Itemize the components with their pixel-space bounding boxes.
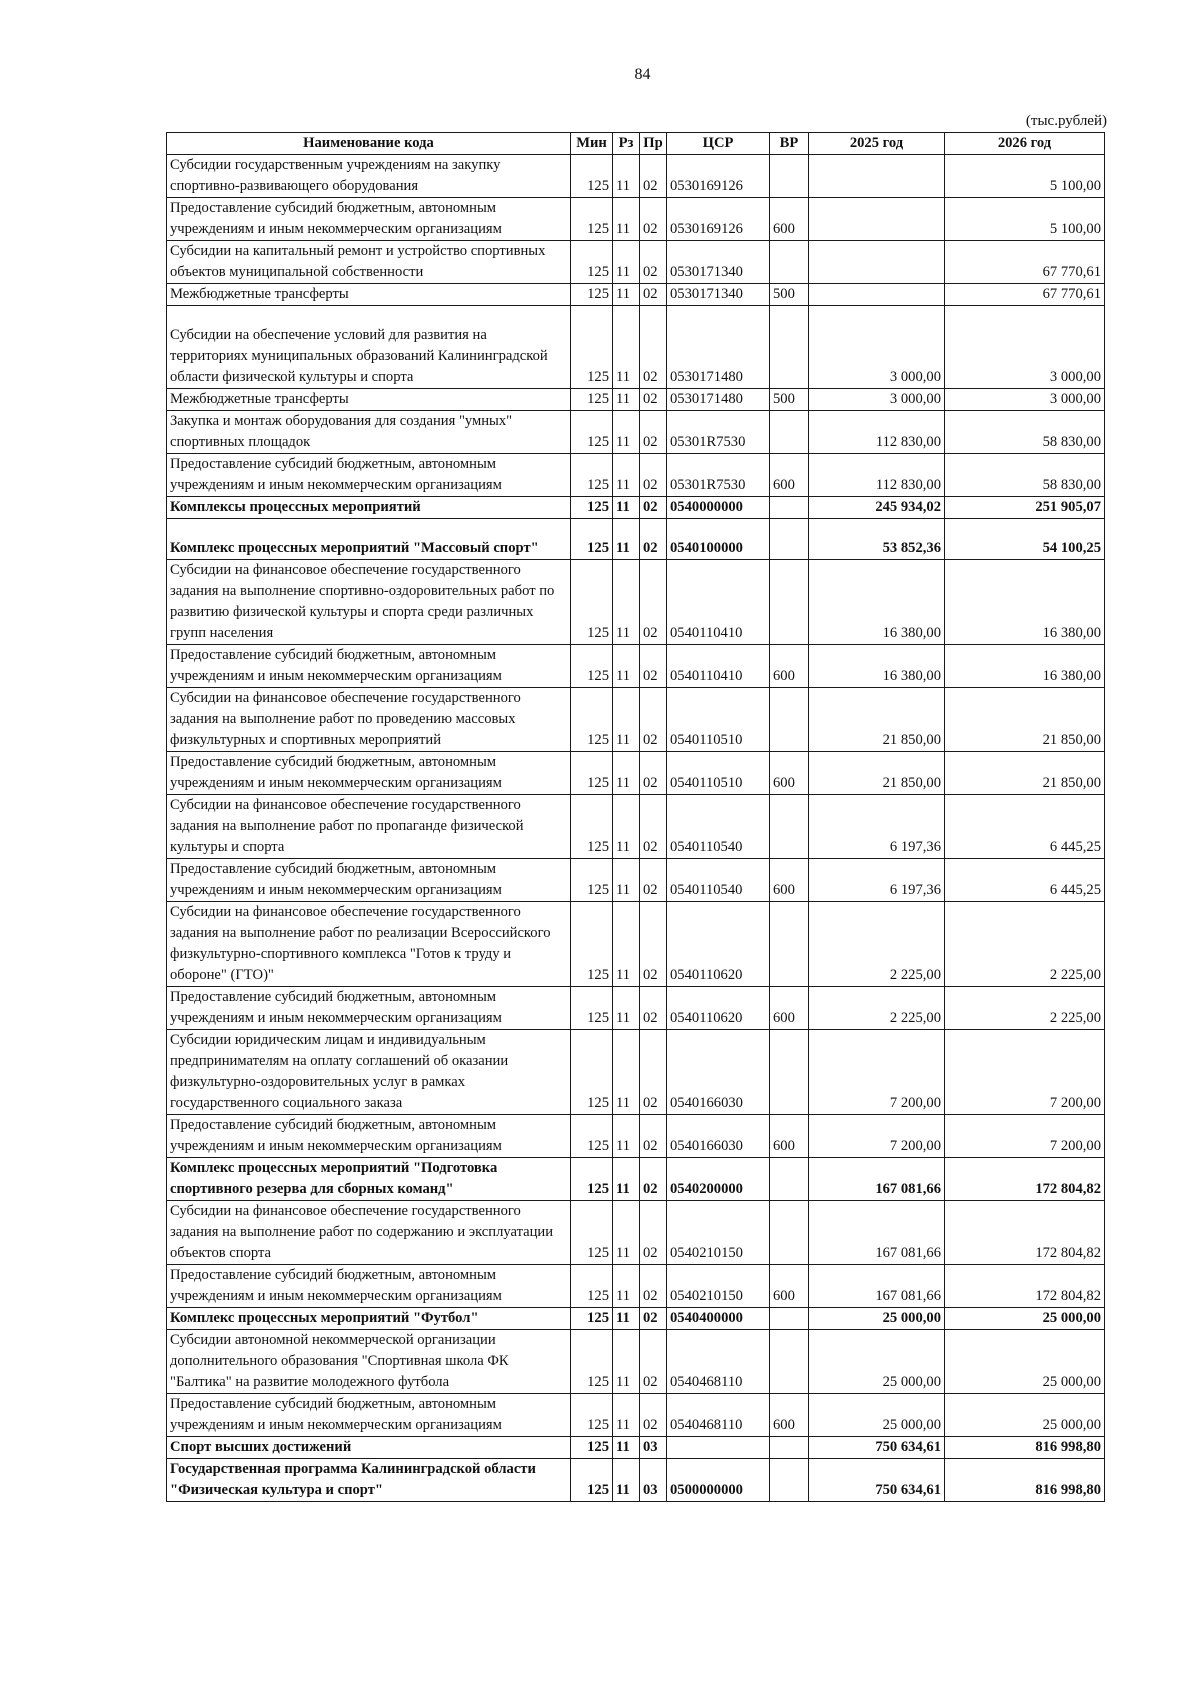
row-vr-cell — [770, 795, 809, 859]
row-2025-cell — [809, 198, 945, 241]
row-csr-cell: 0530171340 — [667, 284, 770, 306]
row-vr-cell: 600 — [770, 1115, 809, 1158]
row-2025-cell: 750 634,61 — [809, 1459, 945, 1502]
row-pr-cell: 02 — [640, 987, 667, 1030]
row-min-cell: 125 — [571, 198, 613, 241]
row-pr-cell: 02 — [640, 496, 667, 518]
row-2026-cell: 6 445,25 — [945, 859, 1105, 902]
row-2026-cell: 16 380,00 — [945, 645, 1105, 688]
row-pr-cell: 02 — [640, 859, 667, 902]
row-csr-cell: 0530171480 — [667, 306, 770, 389]
row-min-cell: 125 — [571, 1437, 613, 1459]
row-rz-cell: 11 — [613, 1437, 640, 1459]
page-number: 84 — [634, 66, 651, 83]
row-2025-cell — [809, 284, 945, 306]
row-rz-cell: 11 — [613, 902, 640, 987]
row-2025-cell: 21 850,00 — [809, 688, 945, 752]
row-csr-cell: 0540210150 — [667, 1201, 770, 1265]
row-rz-cell: 11 — [613, 688, 640, 752]
row-2025-cell — [809, 241, 945, 284]
column-header: ЦСР — [667, 133, 770, 155]
row-2026-cell: 172 804,82 — [945, 1158, 1105, 1201]
table-row — [167, 284, 1105, 306]
row-pr-cell: 02 — [640, 645, 667, 688]
row-rz-cell: 11 — [613, 155, 640, 198]
row-csr-cell: 0540110620 — [667, 987, 770, 1030]
row-rz-cell: 11 — [613, 453, 640, 496]
table-row — [167, 306, 1105, 389]
table-row — [167, 795, 1105, 859]
table-row — [167, 752, 1105, 795]
row-pr-cell: 02 — [640, 1201, 667, 1265]
row-rz-cell: 11 — [613, 987, 640, 1030]
row-2025-cell: 167 081,66 — [809, 1201, 945, 1265]
row-rz-cell: 11 — [613, 645, 640, 688]
row-csr-cell: 05301R7530 — [667, 453, 770, 496]
row-2025-cell — [809, 155, 945, 198]
row-name-cell: Предоставление субсидий бюджетным, автономным учреждениям и иным некоммерческим организациям — [167, 645, 571, 688]
row-csr-cell: 0530171340 — [667, 241, 770, 284]
row-min-cell: 125 — [571, 1201, 613, 1265]
row-csr-cell: 0540166030 — [667, 1030, 770, 1115]
row-pr-cell: 02 — [640, 284, 667, 306]
row-name-cell: Предоставление субсидий бюджетным, автономным учреждениям и иным некоммерческим организациям — [167, 1265, 571, 1308]
column-header: Пр — [640, 133, 667, 155]
row-vr-cell: 600 — [770, 645, 809, 688]
row-csr-cell: 0540166030 — [667, 1115, 770, 1158]
row-2026-cell: 816 998,80 — [945, 1459, 1105, 1502]
row-rz-cell: 11 — [613, 795, 640, 859]
row-pr-cell: 02 — [640, 688, 667, 752]
row-csr-cell: 0540110620 — [667, 902, 770, 987]
row-rz-cell: 11 — [613, 752, 640, 795]
row-vr-cell: 600 — [770, 1394, 809, 1437]
row-vr-cell: 600 — [770, 752, 809, 795]
row-min-cell: 125 — [571, 859, 613, 902]
row-vr-cell — [770, 410, 809, 453]
row-csr-cell: 0540110540 — [667, 795, 770, 859]
row-pr-cell: 02 — [640, 306, 667, 389]
row-min-cell: 125 — [571, 241, 613, 284]
row-csr-cell: 05301R7530 — [667, 410, 770, 453]
row-rz-cell: 11 — [613, 284, 640, 306]
row-name-cell: Субсидии на финансовое обеспечение государственного задания на выполнение спортивно-оздоровительных работ по развитию физической культуры и спорта среди различных групп населения — [167, 560, 571, 645]
row-min-cell: 125 — [571, 688, 613, 752]
row-min-cell: 125 — [571, 752, 613, 795]
row-2026-cell: 7 200,00 — [945, 1030, 1105, 1115]
row-2026-cell: 2 225,00 — [945, 902, 1105, 987]
row-pr-cell: 02 — [640, 1030, 667, 1115]
row-pr-cell: 02 — [640, 1115, 667, 1158]
row-name-cell: Предоставление субсидий бюджетным, автономным учреждениям и иным некоммерческим организациям — [167, 1115, 571, 1158]
row-name-cell: Субсидии на финансовое обеспечение государственного задания на выполнение работ по реализации Всероссийского физкультурно-спортивного комплекса "Готов к труду и обороне" (ГТО)" — [167, 902, 571, 987]
row-vr-cell — [770, 688, 809, 752]
row-min-cell: 125 — [571, 1115, 613, 1158]
row-2025-cell: 750 634,61 — [809, 1437, 945, 1459]
table-row — [167, 1330, 1105, 1394]
table-body — [167, 155, 1105, 1502]
units-label: (тыс.рублей) — [1025, 113, 1107, 129]
row-vr-cell — [770, 155, 809, 198]
row-name-cell: Предоставление субсидий бюджетным, автономным учреждениям и иным некоммерческим организациям — [167, 752, 571, 795]
row-min-cell: 125 — [571, 453, 613, 496]
row-csr-cell: 0530171480 — [667, 388, 770, 410]
row-name-cell: Комплекс процессных мероприятий "Футбол" — [167, 1308, 571, 1330]
row-2025-cell: 167 081,66 — [809, 1265, 945, 1308]
row-vr-cell: 600 — [770, 1265, 809, 1308]
row-min-cell: 125 — [571, 645, 613, 688]
table-row — [167, 241, 1105, 284]
row-vr-cell — [770, 241, 809, 284]
column-header: 2026 год — [945, 133, 1105, 155]
row-2025-cell: 3 000,00 — [809, 306, 945, 389]
row-2025-cell: 2 225,00 — [809, 902, 945, 987]
row-2025-cell: 7 200,00 — [809, 1030, 945, 1115]
table-row — [167, 1265, 1105, 1308]
row-2026-cell: 172 804,82 — [945, 1201, 1105, 1265]
row-vr-cell: 600 — [770, 859, 809, 902]
row-2025-cell: 112 830,00 — [809, 410, 945, 453]
table-row — [167, 1115, 1105, 1158]
row-pr-cell: 02 — [640, 1394, 667, 1437]
row-rz-cell: 11 — [613, 1158, 640, 1201]
table-row — [167, 902, 1105, 987]
table-row — [167, 1459, 1105, 1502]
row-pr-cell: 02 — [640, 1308, 667, 1330]
row-2026-cell: 3 000,00 — [945, 388, 1105, 410]
row-vr-cell — [770, 560, 809, 645]
row-rz-cell: 11 — [613, 496, 640, 518]
row-min-cell: 125 — [571, 518, 613, 560]
row-pr-cell: 02 — [640, 752, 667, 795]
row-2025-cell: 16 380,00 — [809, 645, 945, 688]
row-2026-cell: 16 380,00 — [945, 560, 1105, 645]
row-vr-cell — [770, 902, 809, 987]
row-2025-cell: 112 830,00 — [809, 453, 945, 496]
row-2026-cell: 25 000,00 — [945, 1394, 1105, 1437]
row-vr-cell — [770, 1437, 809, 1459]
row-vr-cell — [770, 1201, 809, 1265]
row-2026-cell: 21 850,00 — [945, 688, 1105, 752]
row-name-cell: Предоставление субсидий бюджетным, автономным учреждениям и иным некоммерческим организациям — [167, 198, 571, 241]
row-csr-cell: 0540100000 — [667, 518, 770, 560]
row-2025-cell: 7 200,00 — [809, 1115, 945, 1158]
table-row — [167, 410, 1105, 453]
row-name-cell: Комплекс процессных мероприятий "Массовый спорт" — [167, 518, 571, 560]
row-2026-cell: 5 100,00 — [945, 155, 1105, 198]
row-name-cell: Субсидии юридическим лицам и индивидуальным предпринимателям на оплату соглашений об оказании физкультурно-оздоровительных услуг в рамках государственного социального заказа — [167, 1030, 571, 1115]
row-rz-cell: 11 — [613, 410, 640, 453]
row-rz-cell: 11 — [613, 518, 640, 560]
row-min-cell: 125 — [571, 284, 613, 306]
row-2026-cell: 67 770,61 — [945, 284, 1105, 306]
row-name-cell: Субсидии автономной некоммерческой организации дополнительного образования "Спортивная школа ФК "Балтика" на развитие молодежного футбола — [167, 1330, 571, 1394]
row-rz-cell: 11 — [613, 859, 640, 902]
row-vr-cell — [770, 1330, 809, 1394]
row-csr-cell: 0540110510 — [667, 752, 770, 795]
row-2026-cell: 5 100,00 — [945, 198, 1105, 241]
row-csr-cell: 0530169126 — [667, 198, 770, 241]
row-2026-cell: 58 830,00 — [945, 410, 1105, 453]
row-rz-cell: 11 — [613, 1030, 640, 1115]
table-row — [167, 1308, 1105, 1330]
row-min-cell: 125 — [571, 388, 613, 410]
row-min-cell: 125 — [571, 1394, 613, 1437]
row-pr-cell: 02 — [640, 1330, 667, 1394]
row-min-cell: 125 — [571, 560, 613, 645]
row-name-cell: Комплекс процессных мероприятий "Подготовка спортивного резерва для сборных команд" — [167, 1158, 571, 1201]
column-header: 2025 год — [809, 133, 945, 155]
row-name-cell: Субсидии государственным учреждениям на закупку спортивно-развивающего оборудования — [167, 155, 571, 198]
row-rz-cell: 11 — [613, 198, 640, 241]
table-row — [167, 1158, 1105, 1201]
row-pr-cell: 02 — [640, 453, 667, 496]
row-pr-cell: 02 — [640, 388, 667, 410]
table-row — [167, 518, 1105, 560]
row-2026-cell: 67 770,61 — [945, 241, 1105, 284]
row-2026-cell: 25 000,00 — [945, 1308, 1105, 1330]
table-row — [167, 645, 1105, 688]
row-pr-cell: 02 — [640, 795, 667, 859]
table-row — [167, 1030, 1105, 1115]
row-min-cell: 125 — [571, 1265, 613, 1308]
row-name-cell: Спорт высших достижений — [167, 1437, 571, 1459]
row-rz-cell: 11 — [613, 1330, 640, 1394]
row-2026-cell: 251 905,07 — [945, 496, 1105, 518]
table-row — [167, 388, 1105, 410]
row-csr-cell: 0540468110 — [667, 1330, 770, 1394]
column-header: Мин — [571, 133, 613, 155]
row-vr-cell — [770, 306, 809, 389]
table-row — [167, 1437, 1105, 1459]
row-pr-cell: 02 — [640, 1265, 667, 1308]
row-2025-cell: 16 380,00 — [809, 560, 945, 645]
row-rz-cell: 11 — [613, 1201, 640, 1265]
row-rz-cell: 11 — [613, 1308, 640, 1330]
row-csr-cell: 0540110410 — [667, 645, 770, 688]
row-vr-cell — [770, 1308, 809, 1330]
row-vr-cell — [770, 518, 809, 560]
row-2026-cell: 6 445,25 — [945, 795, 1105, 859]
row-2026-cell: 816 998,80 — [945, 1437, 1105, 1459]
row-vr-cell — [770, 496, 809, 518]
table-row — [167, 560, 1105, 645]
row-min-cell: 125 — [571, 987, 613, 1030]
row-csr-cell — [667, 1437, 770, 1459]
row-name-cell: Предоставление субсидий бюджетным, автономным учреждениям и иным некоммерческим организациям — [167, 859, 571, 902]
row-pr-cell: 02 — [640, 410, 667, 453]
column-header: Рз — [613, 133, 640, 155]
row-name-cell: Закупка и монтаж оборудования для создания "умных" спортивных площадок — [167, 410, 571, 453]
table-row — [167, 496, 1105, 518]
row-2026-cell: 3 000,00 — [945, 306, 1105, 389]
row-2025-cell: 25 000,00 — [809, 1330, 945, 1394]
row-2025-cell: 21 850,00 — [809, 752, 945, 795]
row-vr-cell: 600 — [770, 198, 809, 241]
row-name-cell: Субсидии на финансовое обеспечение государственного задания на выполнение работ по пропаганде физической культуры и спорта — [167, 795, 571, 859]
row-2025-cell: 3 000,00 — [809, 388, 945, 410]
row-csr-cell: 0540110510 — [667, 688, 770, 752]
row-2026-cell: 7 200,00 — [945, 1115, 1105, 1158]
budget-table — [166, 132, 1105, 1502]
row-pr-cell: 02 — [640, 560, 667, 645]
row-min-cell: 125 — [571, 795, 613, 859]
row-rz-cell: 11 — [613, 1265, 640, 1308]
row-rz-cell: 11 — [613, 241, 640, 284]
row-2026-cell: 25 000,00 — [945, 1330, 1105, 1394]
column-header: ВР — [770, 133, 809, 155]
row-2025-cell: 25 000,00 — [809, 1394, 945, 1437]
row-vr-cell — [770, 1030, 809, 1115]
row-min-cell: 125 — [571, 410, 613, 453]
row-pr-cell: 02 — [640, 1158, 667, 1201]
row-name-cell: Межбюджетные трансферты — [167, 388, 571, 410]
row-min-cell: 125 — [571, 1459, 613, 1502]
row-pr-cell: 03 — [640, 1459, 667, 1502]
row-min-cell: 125 — [571, 1030, 613, 1115]
row-rz-cell: 11 — [613, 1459, 640, 1502]
row-csr-cell: 0540110540 — [667, 859, 770, 902]
row-vr-cell: 500 — [770, 388, 809, 410]
row-rz-cell: 11 — [613, 560, 640, 645]
table-row — [167, 1201, 1105, 1265]
row-csr-cell: 0540110410 — [667, 560, 770, 645]
row-pr-cell: 02 — [640, 902, 667, 987]
row-csr-cell: 0500000000 — [667, 1459, 770, 1502]
row-pr-cell: 02 — [640, 198, 667, 241]
row-min-cell: 125 — [571, 1158, 613, 1201]
row-vr-cell: 600 — [770, 987, 809, 1030]
row-2026-cell: 21 850,00 — [945, 752, 1105, 795]
row-name-cell: Субсидии на обеспечение условий для развития на территориях муниципальных образований Калининградской области физической культуры и спорта — [167, 306, 571, 389]
table-row — [167, 453, 1105, 496]
table-row — [167, 1394, 1105, 1437]
row-pr-cell: 02 — [640, 155, 667, 198]
row-csr-cell: 0540400000 — [667, 1308, 770, 1330]
row-rz-cell: 11 — [613, 1115, 640, 1158]
row-2026-cell: 54 100,25 — [945, 518, 1105, 560]
row-2025-cell: 2 225,00 — [809, 987, 945, 1030]
row-2025-cell: 25 000,00 — [809, 1308, 945, 1330]
row-csr-cell: 0540200000 — [667, 1158, 770, 1201]
row-name-cell: Субсидии на капитальный ремонт и устройство спортивных объектов муниципальной собственности — [167, 241, 571, 284]
row-2026-cell: 2 225,00 — [945, 987, 1105, 1030]
column-header: Наименование кода — [167, 133, 571, 155]
table-row — [167, 987, 1105, 1030]
row-rz-cell: 11 — [613, 388, 640, 410]
row-2025-cell: 6 197,36 — [809, 859, 945, 902]
row-2025-cell: 6 197,36 — [809, 795, 945, 859]
row-min-cell: 125 — [571, 1308, 613, 1330]
row-name-cell: Предоставление субсидий бюджетным, автономным учреждениям и иным некоммерческим организациям — [167, 987, 571, 1030]
table-header-row — [167, 133, 1105, 155]
row-name-cell: Предоставление субсидий бюджетным, автономным учреждениям и иным некоммерческим организациям — [167, 1394, 571, 1437]
row-vr-cell: 500 — [770, 284, 809, 306]
row-vr-cell: 600 — [770, 453, 809, 496]
row-2025-cell: 53 852,36 — [809, 518, 945, 560]
table-row — [167, 198, 1105, 241]
row-pr-cell: 02 — [640, 518, 667, 560]
row-name-cell: Предоставление субсидий бюджетным, автономным учреждениям и иным некоммерческим организациям — [167, 453, 571, 496]
row-csr-cell: 0540000000 — [667, 496, 770, 518]
row-csr-cell: 0530169126 — [667, 155, 770, 198]
row-csr-cell: 0540468110 — [667, 1394, 770, 1437]
row-2025-cell: 167 081,66 — [809, 1158, 945, 1201]
row-2026-cell: 58 830,00 — [945, 453, 1105, 496]
row-rz-cell: 11 — [613, 306, 640, 389]
table-row — [167, 155, 1105, 198]
row-rz-cell: 11 — [613, 1394, 640, 1437]
row-name-cell: Государственная программа Калининградской области "Физическая культура и спорт" — [167, 1459, 571, 1502]
row-min-cell: 125 — [571, 496, 613, 518]
row-pr-cell: 02 — [640, 241, 667, 284]
row-min-cell: 125 — [571, 155, 613, 198]
row-min-cell: 125 — [571, 1330, 613, 1394]
row-csr-cell: 0540210150 — [667, 1265, 770, 1308]
row-vr-cell — [770, 1158, 809, 1201]
row-name-cell: Комплексы процессных мероприятий — [167, 496, 571, 518]
row-min-cell: 125 — [571, 306, 613, 389]
row-2025-cell: 245 934,02 — [809, 496, 945, 518]
row-name-cell: Субсидии на финансовое обеспечение государственного задания на выполнение работ по проведению массовых физкультурных и спортивных мероприятий — [167, 688, 571, 752]
row-pr-cell: 03 — [640, 1437, 667, 1459]
row-name-cell: Субсидии на финансовое обеспечение государственного задания на выполнение работ по содержанию и эксплуатации объектов спорта — [167, 1201, 571, 1265]
row-vr-cell — [770, 1459, 809, 1502]
table-row — [167, 859, 1105, 902]
row-name-cell: Межбюджетные трансферты — [167, 284, 571, 306]
table-row — [167, 688, 1105, 752]
row-2026-cell: 172 804,82 — [945, 1265, 1105, 1308]
row-min-cell: 125 — [571, 902, 613, 987]
